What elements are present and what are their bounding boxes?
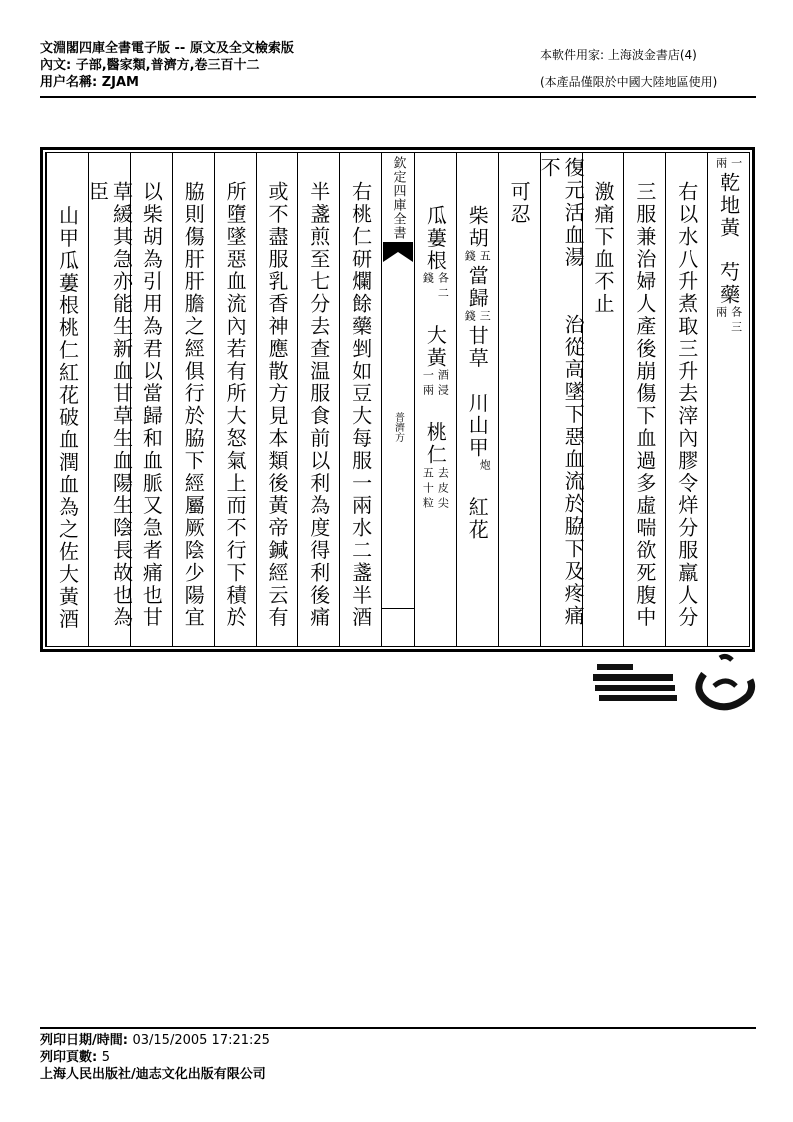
annotation-right: 酒浸 [436,369,450,400]
text-column [214,153,256,646]
annotation-note [715,157,743,172]
pages-label: 列印頁數: [40,1050,102,1065]
main-text: 以柴胡為引用為君以當歸和血脈又急者痛也甘 [139,181,164,629]
annotation-right: 五 [478,249,492,265]
main-text: 當歸 [465,264,490,310]
text-column [498,153,540,646]
annotation-left: 錢 [463,249,477,265]
text-column [665,153,707,646]
main-text: 山甲瓜蔞根桃仁紅花破血潤血為之佐大黃酒 [55,205,80,631]
license-info [540,42,717,96]
annotation-note [421,272,449,302]
annotation-note [421,467,449,512]
annotation-note [463,250,491,265]
text-column [256,153,298,646]
main-text: 乾地黃 芍藥 [716,172,741,307]
restriction-note: (本產品僅限於中國大陸地區使用) [540,75,718,89]
header-divider [40,96,756,98]
main-text: 右桃仁研爛餘藥剉如豆大每服一兩水二盞半酒 [348,181,373,629]
main-text: 柴胡 [465,205,490,250]
licensee: 本軟件用家: 上海波金書店(4) [540,48,697,62]
main-text: 草緩其急亦能生新血甘草生血陽生陰長故也為臣 [85,181,134,629]
annotation-right: 各二 [436,272,450,303]
book-title: 普濟方 [392,412,404,442]
footer-info [40,1032,270,1083]
annotation-right: 去皮尖 [436,466,450,512]
publisher: 上海人民出版社/迪志文化出版有限公司 [40,1067,266,1082]
main-text: 脇則傷肝肝膽之經俱行於脇下經屬厥陰少陽宜 [181,181,206,629]
header-info [40,40,294,91]
main-text: 右以水八升煮取三升去滓內膠令烊分服羸人分 [674,181,699,629]
fish-tail-mark-icon [383,242,413,262]
text-frame [40,147,755,652]
username: 用户名稱: ZJAM [40,75,139,90]
content-path: 內文: 子部,醫家類,普濟方,卷三百十二 [40,58,260,73]
annotation-note [715,306,743,336]
main-text: 紅花 [465,474,490,542]
text-column [537,153,586,646]
footer-divider [40,1027,756,1029]
text-column [582,153,624,646]
annotation-left: 兩 [714,157,728,172]
seal-swirl-icon [690,652,758,714]
text-column [297,153,339,646]
annotation-right: 三 [478,309,492,325]
main-text: 復元活血湯 治從高墜下惡血流於脇下及疼痛不 [537,157,586,628]
center-column [381,153,414,646]
annotation-left [463,459,476,474]
pages-value: 5 [101,1050,111,1065]
text-column [130,153,172,646]
annotation-left: 一兩 [421,369,435,400]
annotation-right: 各三 [729,306,743,337]
text-column [172,153,214,646]
center-divider [382,608,414,609]
main-text: 半盞煎至七分去查温服食前以利為度得利後痛 [306,181,331,629]
text-columns [45,152,750,647]
text-column [414,153,456,646]
text-column [707,153,749,646]
main-text: 瓜蔞根 [423,205,448,273]
text-column [623,153,665,646]
text-column [339,153,381,646]
annotation-note [421,369,449,399]
annotation-note [463,310,491,325]
main-text: 桃仁 [423,399,448,467]
text-column [46,153,88,646]
annotation-left: 五十粒 [421,466,435,512]
main-text: 大黃 [423,302,448,370]
print-date-value: 03/15/2005 17:21:25 [132,1033,270,1048]
collection-title: 欽定四庫全書 [390,156,406,240]
main-text: 甘草 川山甲 [465,324,490,460]
text-column [456,153,498,646]
annotation-right: 一 [729,157,743,172]
print-date-label: 列印日期/時間: [40,1033,133,1048]
annotation-note [463,459,491,474]
annotation-left: 錢 [463,309,477,325]
text-column [85,153,134,646]
main-text: 可忍 [507,181,532,226]
seal-stripes-icon [593,660,683,704]
main-text: 激痛下血不止 [590,181,615,316]
main-text: 所墮墜惡血流內若有所大怒氣上而不行下積於 [223,181,248,629]
main-text: 三服兼治婦人產後崩傷下血過多虛喘欲死腹中 [632,181,657,629]
main-text: 或不盡服乳香神應散方見本類後黃帝鍼經云有 [264,181,289,629]
annotation-right: 炮 [478,459,492,475]
annotation-left: 錢 [421,272,435,288]
edition-title: 文淵閣四庫全書電子版 -- 原文及全文檢索版 [40,41,294,56]
annotation-left: 兩 [714,306,728,322]
